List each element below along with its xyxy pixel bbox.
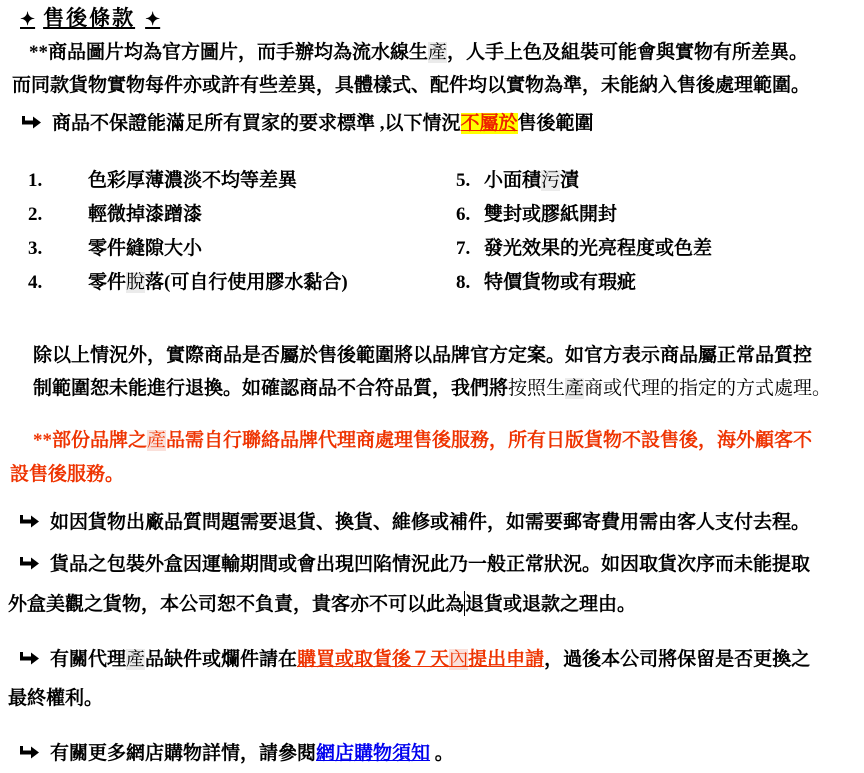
more-info-text: 。 [430,743,454,764]
list-number: 3. [28,238,43,259]
resolution-text: 制範圍恕未能進行退換。如確認商品不合符品質，我們將 [33,378,509,399]
list-item-text: 零件脫落(可自行使用膠水黏合) [88,272,348,293]
intro-text: **商品圖片均為官方圖片，而手辦均為流水線生 [29,42,429,63]
list-item-text: 雙封或膠紙開封 [484,204,618,225]
alt-font-char: 產 [126,649,146,670]
list-number: 1. [28,170,43,191]
list-number: 8. [456,272,471,293]
return-shipping-bullet [20,510,810,536]
resolution-text-light: 商或代理的指定的方式處理。 [584,378,832,399]
arrow-bullet-icon [20,554,40,571]
list-item-text: 色彩厚薄濃淡不均等差異 [88,170,298,191]
intro-text: ，人手上色及組裝可能會與實物有所差異。 [447,42,809,63]
more-info-text: 有關更多網店購物詳情，請參閱 [50,743,317,764]
resolution-text: 除以上情況外，實際商品是否屬於售後範圍將以品牌官方定案。如官方表示商品屬正常品質控 [33,345,813,366]
star-icon: ✦ [20,9,36,29]
packaging-bullet-line-2 [8,591,636,618]
return-shipping-text: 如因貨物出廠品質問題需要退貨、換貨、維修或補件，如需要郵寄費用需由客人支付去程。 [50,512,811,533]
alt-font-char: 污 [541,170,561,191]
arrow-bullet-icon [20,649,40,666]
resolution-line-1 [33,343,812,369]
intro-line-2 [12,73,810,99]
agency-notice-line-1 [33,428,812,454]
list-number: 7. [456,238,471,259]
alt-font-char: 脫 [126,272,146,293]
defect-claim-text: ，過後本公司將保留是否更換之 [544,649,811,670]
list-number: 6. [456,204,471,225]
page-title-text: 售後條款 [43,6,136,30]
guarantee-text: 售後範圍 [517,113,594,134]
packaging-text: 貨品之包裝外盒因運輸期間或會出現凹陷情況此乃一般正常狀況。如因取貨次序而未能提取 [50,554,811,575]
list-item-text: 特價貨物或有瑕疵 [484,272,637,293]
intro-line-1 [29,40,808,66]
list-item-text: 輕微掉漆蹭漆 [88,204,203,225]
intro-text: 而同款貨物實物每件亦或許有些差異，具體樣式、配件均以實物為準，未能納入售後處理範圍。 [12,75,811,96]
defect-claim-text: 有關代理 [50,649,127,670]
agency-notice-line-2 [10,462,124,488]
packaging-text: 退貨或退款之理由。 [465,594,637,615]
alt-font-char: 內 [449,649,469,670]
packaging-text: 外盒美觀之貨物，本公司恕不負責，貴客亦不可以此為 [8,594,465,615]
page-title [20,5,160,32]
claim-deadline-emphasis: 購買或取貨後７天 [297,649,450,670]
list-item-text: 發光效果的光亮程度或色差 [484,238,713,259]
list-item-text: 小面積污漬 [484,170,580,191]
agency-notice-text: 設售後服務。 [10,464,125,485]
resolution-text-light: 按照生 [508,378,566,399]
arrow-bullet-icon [20,512,40,529]
defect-claim-line-2 [8,686,103,712]
guarantee-bullet [22,111,594,137]
arrow-bullet-icon [22,113,42,130]
claim-deadline-emphasis: 提出申請 [468,649,545,670]
defect-claim-text: 品缺件或爛件請在 [145,649,298,670]
resolution-line-2 [33,376,831,402]
defect-claim-text: 最終權利。 [8,688,104,709]
agency-notice-text: 品需自行聯絡品牌代理商處理售後服務，所有日版貨物不設售後，海外顧客不 [166,430,813,451]
alt-font-char: 產 [565,378,585,399]
star-icon: ✦ [145,9,161,29]
alt-font-char: 產 [147,430,167,451]
arrow-bullet-icon [20,743,40,760]
list-number: 5. [456,170,471,191]
alt-font-char: 產 [428,42,448,63]
guarantee-text: 商品不保證能滿足所有買家的要求標準 ,以下情況 [52,113,461,134]
list-item-text: 零件縫隙大小 [88,238,203,259]
list-number: 4. [28,272,43,293]
packaging-bullet-line-1 [20,552,810,578]
more-info-bullet [20,741,454,767]
list-number: 2. [28,204,43,225]
not-covered-highlight: 不屬於 [460,113,518,134]
store-shopping-notice-link[interactable]: 網店購物須知 [316,743,431,764]
defect-claim-line-1 [20,647,810,673]
agency-notice-text: **部份品牌之 [33,430,148,451]
